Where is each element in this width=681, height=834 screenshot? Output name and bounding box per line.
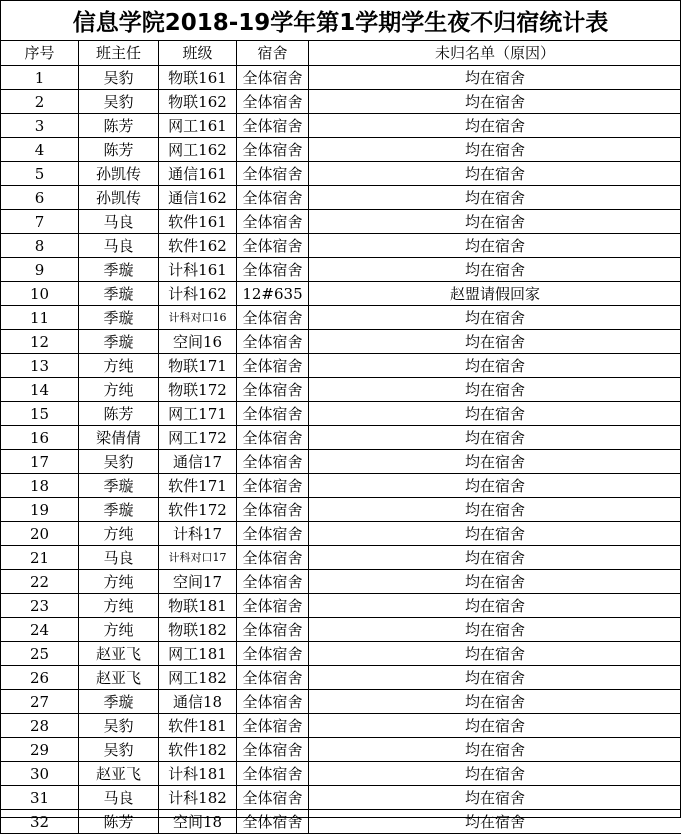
table-row bbox=[1, 474, 681, 498]
row-number: 24 bbox=[1, 618, 79, 642]
class-cell: 计科17 bbox=[159, 522, 237, 546]
table-row bbox=[1, 666, 681, 690]
row-number: 26 bbox=[1, 666, 79, 690]
teacher-cell: 季璇 bbox=[79, 306, 159, 330]
dorm-cell: 全体宿舍 bbox=[237, 474, 309, 498]
absent-cell: 均在宿舍 bbox=[309, 210, 681, 234]
dorm-cell: 全体宿舍 bbox=[237, 762, 309, 786]
table-row bbox=[1, 738, 681, 762]
table-row bbox=[1, 402, 681, 426]
absent-cell: 均在宿舍 bbox=[309, 450, 681, 474]
dorm-cell: 全体宿舍 bbox=[237, 378, 309, 402]
dorm-cell: 全体宿舍 bbox=[237, 66, 309, 90]
class-cell: 通信162 bbox=[159, 186, 237, 210]
absent-cell: 均在宿舍 bbox=[309, 354, 681, 378]
dorm-cell: 全体宿舍 bbox=[237, 714, 309, 738]
class-cell: 物联182 bbox=[159, 618, 237, 642]
class-cell: 物联161 bbox=[159, 66, 237, 90]
teacher-cell: 季璇 bbox=[79, 330, 159, 354]
teacher-cell: 孙凯传 bbox=[79, 186, 159, 210]
absent-cell: 均在宿舍 bbox=[309, 330, 681, 354]
table-row bbox=[1, 210, 681, 234]
teacher-cell: 方纯 bbox=[79, 378, 159, 402]
teacher-cell: 吴豹 bbox=[79, 738, 159, 762]
header-absent: 未归名单（原因） bbox=[309, 41, 681, 66]
teacher-cell: 季璇 bbox=[79, 258, 159, 282]
class-cell: 计科181 bbox=[159, 762, 237, 786]
table-row bbox=[1, 66, 681, 90]
dorm-cell: 全体宿舍 bbox=[237, 186, 309, 210]
dorm-cell: 全体宿舍 bbox=[237, 258, 309, 282]
table-row bbox=[1, 570, 681, 594]
row-number: 31 bbox=[1, 786, 79, 810]
dorm-cell: 全体宿舍 bbox=[237, 498, 309, 522]
table-row bbox=[1, 138, 681, 162]
dorm-cell: 全体宿舍 bbox=[237, 690, 309, 714]
class-cell: 网工182 bbox=[159, 666, 237, 690]
dorm-cell: 全体宿舍 bbox=[237, 90, 309, 114]
class-cell: 物联172 bbox=[159, 378, 237, 402]
absent-cell: 均在宿舍 bbox=[309, 666, 681, 690]
attendance-table bbox=[0, 40, 681, 834]
dorm-cell: 全体宿舍 bbox=[237, 546, 309, 570]
teacher-cell: 马良 bbox=[79, 786, 159, 810]
absent-cell: 均在宿舍 bbox=[309, 162, 681, 186]
teacher-cell: 季璇 bbox=[79, 474, 159, 498]
dorm-cell: 全体宿舍 bbox=[237, 210, 309, 234]
absent-cell: 均在宿舍 bbox=[309, 234, 681, 258]
row-number: 6 bbox=[1, 186, 79, 210]
row-number: 19 bbox=[1, 498, 79, 522]
row-number: 4 bbox=[1, 138, 79, 162]
dorm-cell: 全体宿舍 bbox=[237, 618, 309, 642]
dorm-cell: 全体宿舍 bbox=[237, 738, 309, 762]
table-row bbox=[1, 282, 681, 306]
dorm-cell: 全体宿舍 bbox=[237, 666, 309, 690]
dorm-cell: 全体宿舍 bbox=[237, 114, 309, 138]
class-cell: 软件161 bbox=[159, 210, 237, 234]
class-cell: 物联171 bbox=[159, 354, 237, 378]
class-cell: 网工161 bbox=[159, 114, 237, 138]
row-number: 22 bbox=[1, 570, 79, 594]
dorm-cell: 全体宿舍 bbox=[237, 570, 309, 594]
class-cell: 通信161 bbox=[159, 162, 237, 186]
absent-cell: 均在宿舍 bbox=[309, 90, 681, 114]
table-row bbox=[1, 114, 681, 138]
absent-cell: 均在宿舍 bbox=[309, 546, 681, 570]
dorm-cell: 全体宿舍 bbox=[237, 594, 309, 618]
absent-cell: 均在宿舍 bbox=[309, 186, 681, 210]
class-cell: 软件162 bbox=[159, 234, 237, 258]
row-number: 13 bbox=[1, 354, 79, 378]
table-row bbox=[1, 618, 681, 642]
teacher-cell: 季璇 bbox=[79, 690, 159, 714]
row-number: 18 bbox=[1, 474, 79, 498]
class-cell: 通信17 bbox=[159, 450, 237, 474]
teacher-cell: 方纯 bbox=[79, 570, 159, 594]
row-number: 3 bbox=[1, 114, 79, 138]
absent-cell: 均在宿舍 bbox=[309, 522, 681, 546]
class-cell: 网工171 bbox=[159, 402, 237, 426]
class-cell: 计科161 bbox=[159, 258, 237, 282]
header-no: 序号 bbox=[1, 41, 79, 66]
dorm-cell: 全体宿舍 bbox=[237, 810, 309, 834]
table-row bbox=[1, 546, 681, 570]
table-row bbox=[1, 522, 681, 546]
class-cell: 软件172 bbox=[159, 498, 237, 522]
row-number: 8 bbox=[1, 234, 79, 258]
absent-cell: 均在宿舍 bbox=[309, 114, 681, 138]
row-number: 32 bbox=[1, 810, 79, 834]
teacher-cell: 陈芳 bbox=[79, 810, 159, 834]
class-cell: 计科对口17 bbox=[159, 546, 237, 570]
teacher-cell: 陈芳 bbox=[79, 138, 159, 162]
teacher-cell: 季璇 bbox=[79, 498, 159, 522]
sheet-title: 信息学院2018-19学年第1学期学生夜不归宿统计表 bbox=[0, 0, 681, 40]
class-cell: 软件171 bbox=[159, 474, 237, 498]
table-row bbox=[1, 234, 681, 258]
row-number: 14 bbox=[1, 378, 79, 402]
row-number: 17 bbox=[1, 450, 79, 474]
row-number: 5 bbox=[1, 162, 79, 186]
absent-cell: 均在宿舍 bbox=[309, 402, 681, 426]
table-row bbox=[1, 642, 681, 666]
row-number: 29 bbox=[1, 738, 79, 762]
table-row bbox=[1, 186, 681, 210]
teacher-cell: 孙凯传 bbox=[79, 162, 159, 186]
dorm-cell: 12#635 bbox=[237, 282, 309, 306]
row-number: 16 bbox=[1, 426, 79, 450]
dorm-cell: 全体宿舍 bbox=[237, 786, 309, 810]
dorm-cell: 全体宿舍 bbox=[237, 234, 309, 258]
row-number: 7 bbox=[1, 210, 79, 234]
row-number: 2 bbox=[1, 90, 79, 114]
absent-cell: 赵盟请假回家 bbox=[309, 282, 681, 306]
table-row bbox=[1, 354, 681, 378]
dorm-cell: 全体宿舍 bbox=[237, 522, 309, 546]
row-number: 21 bbox=[1, 546, 79, 570]
class-cell: 计科162 bbox=[159, 282, 237, 306]
absent-cell: 均在宿舍 bbox=[309, 474, 681, 498]
dorm-cell: 全体宿舍 bbox=[237, 642, 309, 666]
teacher-cell: 梁倩倩 bbox=[79, 426, 159, 450]
teacher-cell: 马良 bbox=[79, 210, 159, 234]
header-teacher: 班主任 bbox=[79, 41, 159, 66]
teacher-cell: 方纯 bbox=[79, 522, 159, 546]
row-number: 9 bbox=[1, 258, 79, 282]
table-row bbox=[1, 594, 681, 618]
absent-cell: 均在宿舍 bbox=[309, 426, 681, 450]
header-row bbox=[1, 41, 681, 66]
class-cell: 网工162 bbox=[159, 138, 237, 162]
absent-cell: 均在宿舍 bbox=[309, 810, 681, 834]
dorm-cell: 全体宿舍 bbox=[237, 306, 309, 330]
class-cell: 软件182 bbox=[159, 738, 237, 762]
row-number: 10 bbox=[1, 282, 79, 306]
class-cell: 空间17 bbox=[159, 570, 237, 594]
absent-cell: 均在宿舍 bbox=[309, 570, 681, 594]
teacher-cell: 陈芳 bbox=[79, 402, 159, 426]
absent-cell: 均在宿舍 bbox=[309, 618, 681, 642]
absent-cell: 均在宿舍 bbox=[309, 378, 681, 402]
teacher-cell: 方纯 bbox=[79, 354, 159, 378]
dorm-cell: 全体宿舍 bbox=[237, 354, 309, 378]
row-number: 11 bbox=[1, 306, 79, 330]
teacher-cell: 吴豹 bbox=[79, 450, 159, 474]
dorm-cell: 全体宿舍 bbox=[237, 138, 309, 162]
teacher-cell: 吴豹 bbox=[79, 90, 159, 114]
absent-cell: 均在宿舍 bbox=[309, 762, 681, 786]
absent-cell: 均在宿舍 bbox=[309, 738, 681, 762]
table-row bbox=[1, 426, 681, 450]
header-dorm: 宿舍 bbox=[237, 41, 309, 66]
teacher-cell: 方纯 bbox=[79, 618, 159, 642]
row-number: 20 bbox=[1, 522, 79, 546]
teacher-cell: 赵亚飞 bbox=[79, 666, 159, 690]
teacher-cell: 赵亚飞 bbox=[79, 642, 159, 666]
class-cell: 空间16 bbox=[159, 330, 237, 354]
absent-cell: 均在宿舍 bbox=[309, 690, 681, 714]
teacher-cell: 吴豹 bbox=[79, 714, 159, 738]
absent-cell: 均在宿舍 bbox=[309, 258, 681, 282]
table-row bbox=[1, 378, 681, 402]
teacher-cell: 吴豹 bbox=[79, 66, 159, 90]
class-cell: 物联181 bbox=[159, 594, 237, 618]
table-row bbox=[1, 810, 681, 834]
teacher-cell: 季璇 bbox=[79, 282, 159, 306]
teacher-cell: 方纯 bbox=[79, 594, 159, 618]
table-row bbox=[1, 306, 681, 330]
row-number: 30 bbox=[1, 762, 79, 786]
row-number: 27 bbox=[1, 690, 79, 714]
table-row bbox=[1, 498, 681, 522]
table-row bbox=[1, 714, 681, 738]
table-row bbox=[1, 90, 681, 114]
dorm-cell: 全体宿舍 bbox=[237, 402, 309, 426]
header-class: 班级 bbox=[159, 41, 237, 66]
class-cell: 计科对口16 bbox=[159, 306, 237, 330]
absent-cell: 均在宿舍 bbox=[309, 786, 681, 810]
table-row bbox=[1, 762, 681, 786]
absent-cell: 均在宿舍 bbox=[309, 498, 681, 522]
teacher-cell: 马良 bbox=[79, 234, 159, 258]
absent-cell: 均在宿舍 bbox=[309, 66, 681, 90]
teacher-cell: 赵亚飞 bbox=[79, 762, 159, 786]
table-row bbox=[1, 786, 681, 810]
table-row bbox=[1, 258, 681, 282]
class-cell: 网工172 bbox=[159, 426, 237, 450]
absent-cell: 均在宿舍 bbox=[309, 594, 681, 618]
class-cell: 计科182 bbox=[159, 786, 237, 810]
class-cell: 物联162 bbox=[159, 90, 237, 114]
table-row bbox=[1, 690, 681, 714]
dorm-cell: 全体宿舍 bbox=[237, 450, 309, 474]
class-cell: 空间18 bbox=[159, 810, 237, 834]
row-number: 1 bbox=[1, 66, 79, 90]
class-cell: 软件181 bbox=[159, 714, 237, 738]
dorm-cell: 全体宿舍 bbox=[237, 426, 309, 450]
row-number: 12 bbox=[1, 330, 79, 354]
table-row bbox=[1, 162, 681, 186]
absent-cell: 均在宿舍 bbox=[309, 642, 681, 666]
row-number: 28 bbox=[1, 714, 79, 738]
table-row bbox=[1, 330, 681, 354]
row-number: 25 bbox=[1, 642, 79, 666]
absent-cell: 均在宿舍 bbox=[309, 714, 681, 738]
absent-cell: 均在宿舍 bbox=[309, 138, 681, 162]
row-number: 15 bbox=[1, 402, 79, 426]
absent-cell: 均在宿舍 bbox=[309, 306, 681, 330]
class-cell: 通信18 bbox=[159, 690, 237, 714]
table-row bbox=[1, 450, 681, 474]
class-cell: 网工181 bbox=[159, 642, 237, 666]
teacher-cell: 马良 bbox=[79, 546, 159, 570]
row-number: 23 bbox=[1, 594, 79, 618]
teacher-cell: 陈芳 bbox=[79, 114, 159, 138]
dorm-cell: 全体宿舍 bbox=[237, 162, 309, 186]
dorm-cell: 全体宿舍 bbox=[237, 330, 309, 354]
